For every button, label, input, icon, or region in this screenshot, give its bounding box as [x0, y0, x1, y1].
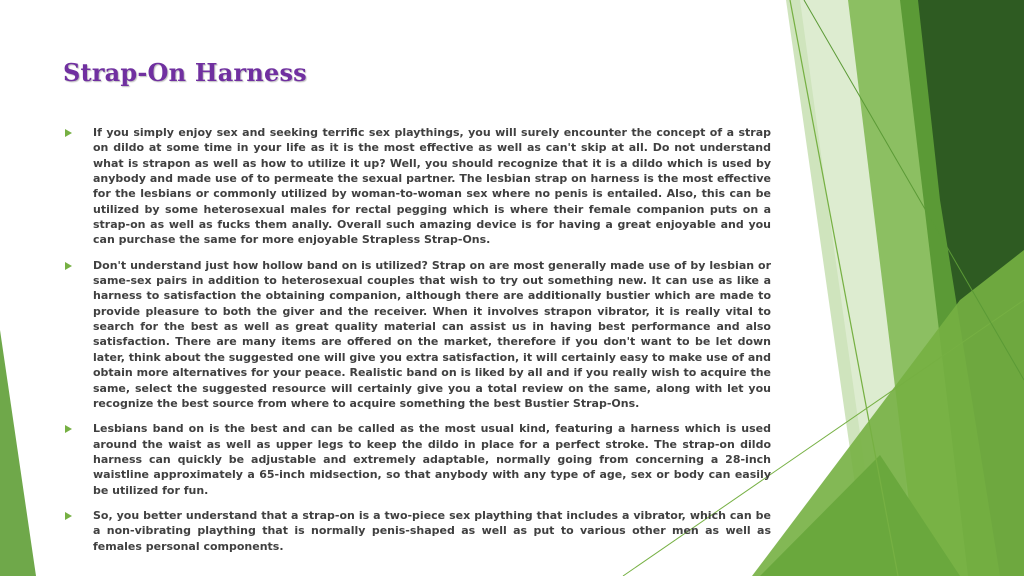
bullet-list [62, 125, 771, 564]
bullet-text: If you simply enjoy sex and seeking terrific sex playthings, you will surely encounter the concept of a strap on dildo at some time in your life as it is the most effective as well as can't skip at all. Do not understand what is strapon as well as how to utilize it up? Well, you should recognize that it is a dildo which is used by anybody and made use of to permeate the sexual partner. The lesbian strap on harness is the most effective for the lesbians or commonly utilized by woman-to-woman sex where no penis is entailed. Also, this can be utilized by some heterosexual males for rectal pegging which is where their female companion puts on a strap-on as well as fucks them anally. Overall such amazing device is for having a great enjoyable and you can purchase the same for more enjoyable Strapless Strap-Ons. [93, 126, 771, 247]
triangle-right-icon [65, 425, 72, 433]
triangle-right-icon [65, 512, 72, 520]
bullet-text: Lesbians band on is the best and can be called as the most usual kind, featuring a harness which is used around the waist as well as upper legs to keep the dildo in place for a perfect stroke. The strap-on dildo harness can quickly be adjustable and extremely adaptable, normally going from concerning a 28-inch waistline approximately a 65-inch midsection, so that anybody with any type of age, sex or body can easily be utilized for fun. [93, 422, 771, 497]
bullet-text: Don't understand just how hollow band on is utilized? Strap on are most generally made use of by lesbian or same-sex pairs in addition to heterosexual couples that wish to try out something new. It can use as like a harness to satisfaction the obtaining companion, although there are additionally bustier which are made to provide pleasure to both the giver and the receiver. When it involves strapon vibrator, it is really vital to search for the best as well as great quality material can assist us in having best performance and also satisfaction. There are many items are offered on the market, therefore if you don't want to be let down later, think about the suggested one will give you extra satisfaction, it will certainly easy to make use of and obtain more alternatives for your peace. Realistic band on is liked by all and if you really wish to acquire the same, select the suggested resource will certainly give you a total review on the same, along with let you recognize the best source from where to acquire something the best Bustier Strap-Ons. [93, 258, 771, 410]
slide-title: Strap-On Harness [63, 58, 307, 87]
bullet-item [62, 508, 771, 554]
bullet-item [62, 125, 771, 248]
bullet-text: So, you better understand that a strap-on is a two-piece sex plaything that includes a vibrator, which can be a non-vibrating plaything that is normally penis-shaped as well as put to various other men as well as females personal components. [93, 508, 771, 553]
triangle-right-icon [65, 262, 72, 270]
triangle-right-icon [65, 129, 72, 137]
bullet-item [62, 258, 771, 411]
left-accent-shape [0, 330, 36, 576]
bullet-item [62, 421, 771, 498]
